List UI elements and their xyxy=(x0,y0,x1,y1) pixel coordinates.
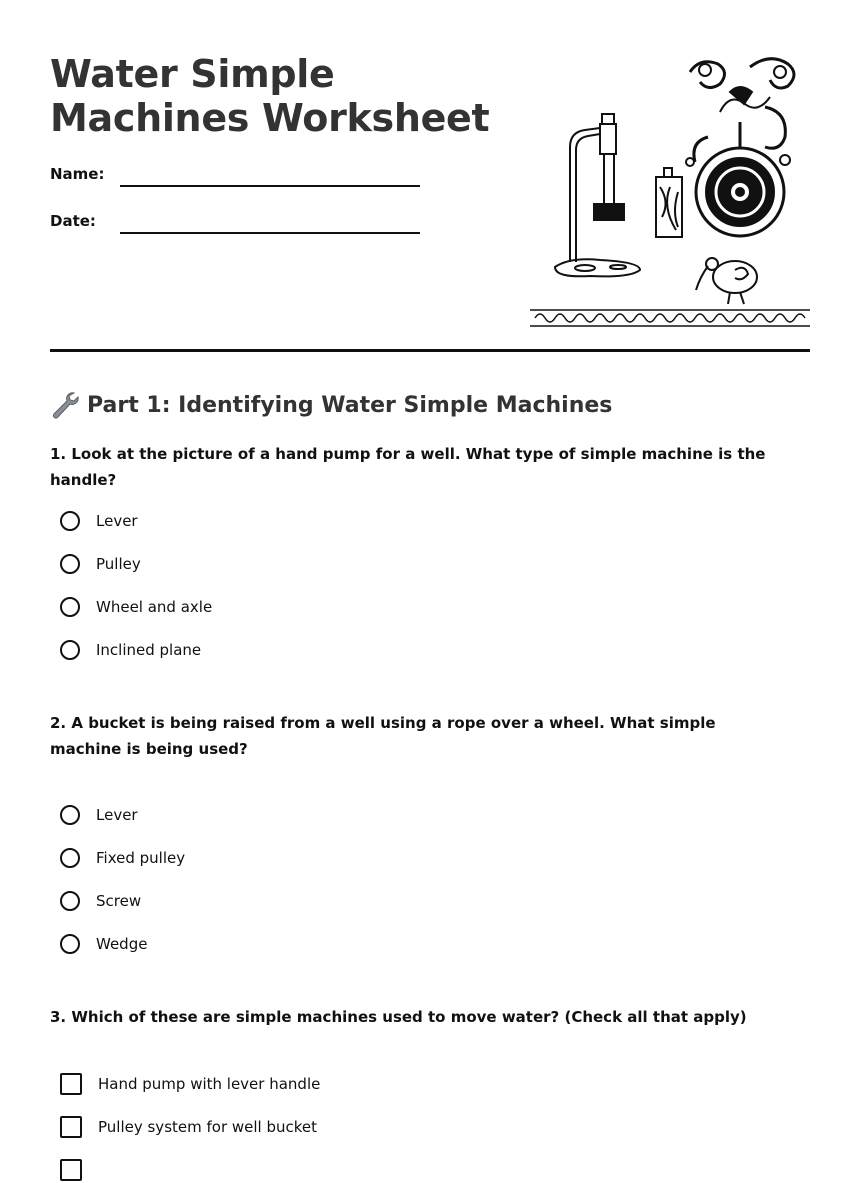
q3-checkbox-partial[interactable] xyxy=(60,1159,82,1181)
q3-checkbox-pulley-system[interactable] xyxy=(60,1116,82,1138)
date-input-line[interactable] xyxy=(120,232,420,234)
q2-radio-lever[interactable] xyxy=(60,805,80,825)
q2-option-wedge[interactable] xyxy=(60,931,147,957)
q3-checkbox-hand-pump[interactable] xyxy=(60,1073,82,1095)
q1-option-label: Wheel and axle xyxy=(96,598,213,616)
kiwi-bird-drawing xyxy=(696,258,757,304)
water-container-drawing xyxy=(656,168,682,237)
q3-option-label: Hand pump with lever handle xyxy=(98,1075,321,1093)
q2-option-label: Wedge xyxy=(96,935,148,953)
name-field xyxy=(50,165,420,195)
q3-option-label: Pulley system for well bucket xyxy=(98,1118,318,1136)
header-divider xyxy=(50,349,810,352)
q3-option-pulley-system[interactable] xyxy=(60,1114,317,1140)
q1-radio-inclined-plane[interactable] xyxy=(60,640,80,660)
name-label: Name: xyxy=(50,165,105,183)
q1-radio-lever[interactable] xyxy=(60,511,80,531)
q2-radio-screw[interactable] xyxy=(60,891,80,911)
q2-radio-wedge[interactable] xyxy=(60,934,80,954)
part1-title: Part 1: Identifying Water Simple Machines xyxy=(87,392,613,418)
question-2-text: 2. A bucket is being raised from a well using a rope over a wheel. What simple machine is being used? xyxy=(50,714,716,758)
decorative-border xyxy=(530,310,810,326)
q1-option-wheel-and-axle[interactable] xyxy=(60,594,212,620)
q2-radio-fixed-pulley[interactable] xyxy=(60,848,80,868)
q1-option-inclined-plane[interactable] xyxy=(60,637,201,663)
hand-pump-drawing xyxy=(555,114,640,276)
q2-option-fixed-pulley[interactable] xyxy=(60,845,185,871)
q1-option-label: Pulley xyxy=(96,555,141,573)
page-title: Water Simple Machines Worksheet xyxy=(50,52,490,140)
decorative-wheel-drawing xyxy=(686,59,794,236)
q1-option-pulley[interactable] xyxy=(60,551,141,577)
name-input-line[interactable] xyxy=(120,185,420,187)
q2-option-lever[interactable] xyxy=(60,802,138,828)
q3-option-hand-pump[interactable] xyxy=(60,1071,320,1097)
q2-option-label: Lever xyxy=(96,806,138,824)
q1-option-label: Inclined plane xyxy=(96,641,202,659)
q2-option-label: Screw xyxy=(96,892,142,910)
date-field xyxy=(50,212,420,242)
question-1-text: 1. Look at the picture of a hand pump for a well. What type of simple machine is the handle? xyxy=(50,445,766,489)
part1-heading xyxy=(50,390,612,420)
q1-radio-pulley[interactable] xyxy=(60,554,80,574)
q2-option-label: Fixed pulley xyxy=(96,849,186,867)
date-label: Date: xyxy=(50,212,96,230)
q1-option-lever[interactable] xyxy=(60,508,138,534)
water-machines-illustration xyxy=(530,52,810,332)
q1-option-label: Lever xyxy=(96,512,138,530)
q2-option-screw[interactable] xyxy=(60,888,141,914)
worksheet-page xyxy=(50,0,810,1161)
question-3-text: 3. Which of these are simple machines used to move water? (Check all that apply) xyxy=(50,1008,747,1026)
wrench-icon xyxy=(50,390,80,420)
q1-radio-wheel-and-axle[interactable] xyxy=(60,597,80,617)
